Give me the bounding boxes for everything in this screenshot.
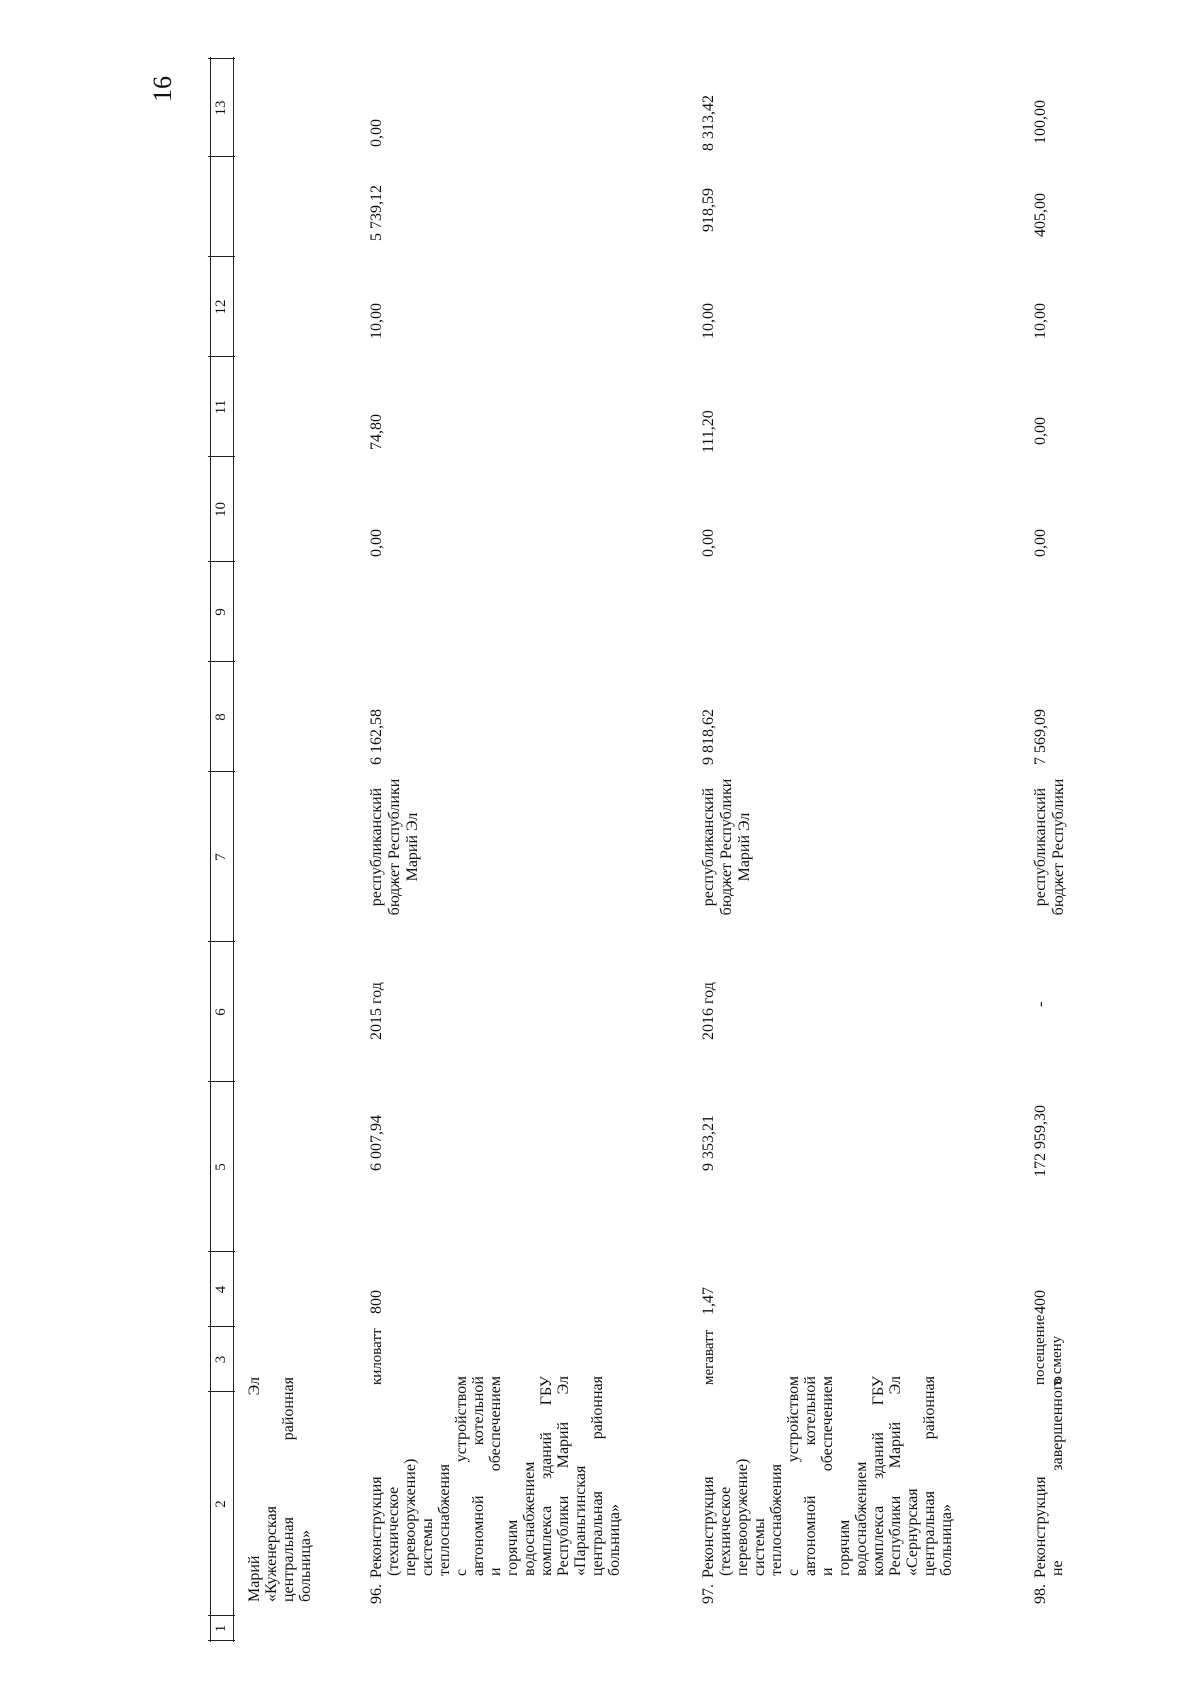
text-line: бюджет Республики (386, 778, 403, 916)
col11-cell: 10,00 (700, 303, 717, 339)
total-cell: 9 818,62 (700, 709, 717, 765)
col12-cell: 918,59 (700, 188, 717, 232)
text-line: горячим (504, 1519, 521, 1576)
period-cell: 2016 год (700, 982, 717, 1040)
col13-cell: 100,00 (1032, 100, 1049, 144)
text-line: и обеспечением (819, 1376, 836, 1576)
column-number: 12 (213, 299, 229, 315)
total-cell: 6 162,58 (368, 709, 385, 765)
text-line: бюджет Республики (718, 778, 735, 916)
col11-cell: 10,00 (1032, 303, 1049, 339)
column-number: 7 (213, 853, 229, 861)
cost-cell: 172 959,30 (1032, 1105, 1049, 1177)
text-line: Республики Марий Эл (555, 1376, 572, 1576)
text-line: Реконструкция (368, 1476, 385, 1578)
source-cell (1032, 772, 1068, 922)
text-line: водоснабжением (521, 1461, 538, 1576)
column-number: 3 (213, 1355, 229, 1364)
period-cell: 2015 год (368, 982, 385, 1040)
row-name (700, 1349, 955, 1604)
text-line: республиканский (368, 787, 385, 907)
header-top-line (210, 57, 211, 1642)
text-line: Марий Эл (404, 812, 421, 882)
column-number: 9 (213, 608, 229, 616)
col12-cell: 405,00 (1032, 193, 1049, 237)
col11-cell: 10,00 (368, 303, 385, 339)
cost-cell: 9 353,21 (700, 1115, 717, 1171)
text-line: бюджет Республики (1050, 778, 1067, 916)
column-number: 11 (213, 399, 229, 415)
capacity-cell: 800 (368, 1290, 385, 1314)
text-line: с устройством (785, 1376, 802, 1576)
text-line: системы (751, 1518, 768, 1576)
unit-cell (1032, 1315, 1066, 1385)
column-number: 4 (213, 1285, 229, 1294)
col10-cell: 111,20 (700, 410, 717, 453)
text-line: теплоснабжения (436, 1464, 453, 1576)
period-cell: - (1032, 1001, 1049, 1007)
capacity-cell: 400 (1032, 1290, 1049, 1314)
column-number: 2 (213, 1500, 229, 1508)
col9-cell: 0,00 (700, 529, 717, 557)
col12-cell: 5 739,12 (368, 185, 385, 241)
column-number: 1 (213, 1624, 229, 1633)
text-line: Марий Эл (736, 812, 753, 882)
header-bottom-line (233, 57, 234, 1642)
source-cell (700, 772, 754, 922)
text-line: не завершенного (1049, 1376, 1066, 1576)
text-line: в смену (1049, 1335, 1065, 1385)
text-line: посещение (1032, 1314, 1048, 1385)
text-line: (техническое (385, 1486, 402, 1576)
row-name (1032, 1349, 1066, 1604)
text-line: центральная районная (921, 1376, 938, 1576)
column-number: 5 (213, 1163, 229, 1171)
text-line: и обеспечением (487, 1376, 504, 1576)
col10-cell: 0,00 (1032, 417, 1049, 445)
column-number: 6 (213, 1008, 229, 1016)
text-line: республиканский (1032, 787, 1049, 907)
text-line: Реконструкция (700, 1476, 717, 1578)
row-name (368, 1349, 623, 1604)
col13-cell: 0,00 (368, 119, 385, 147)
text-line: Республики Марий Эл (887, 1376, 904, 1576)
text-line: перевооружение) (734, 1458, 751, 1576)
col10-cell: 74,80 (368, 414, 385, 450)
text-line: водоснабжением (853, 1461, 870, 1576)
text-line: комплекса зданий ГБУ (538, 1376, 555, 1576)
text-line: с устройством (453, 1376, 470, 1576)
text-line: системы (419, 1518, 436, 1576)
column-number: 10 (213, 502, 229, 517)
text-line: Реконструкция (1032, 1476, 1049, 1578)
col9-cell: 0,00 (1032, 529, 1049, 557)
text-line: «Сернурская (904, 1488, 921, 1576)
row-number: 96. (368, 1584, 385, 1604)
capacity-cell: 1,47 (700, 1287, 717, 1315)
row-number: 97. (700, 1584, 717, 1604)
total-cell: 7 569,09 (1032, 709, 1049, 765)
column-number: 8 (213, 713, 229, 721)
text-line: перевооружение) (402, 1458, 419, 1576)
text-line: «Параньгинская (572, 1465, 589, 1576)
col13-cell: 8 313,42 (700, 95, 717, 151)
page-number: 16 (148, 76, 177, 102)
text-line: автономной котельной (802, 1376, 819, 1576)
source-cell (368, 772, 422, 922)
unit-cell: мегаватт (701, 1329, 717, 1385)
text-line: больница» (297, 1530, 314, 1602)
text-line: автономной котельной (470, 1376, 487, 1576)
text-line: «Куженерская (263, 1506, 280, 1602)
text-line: (техническое (717, 1486, 734, 1576)
text-line: комплекса зданий ГБУ (870, 1376, 887, 1576)
text-line: горячим (836, 1519, 853, 1576)
column-number: 13 (213, 100, 229, 116)
text-line: республиканский (700, 787, 717, 907)
col9-cell: 0,00 (368, 529, 385, 557)
row-number: 98. (1032, 1584, 1049, 1604)
text-line: центральная районная (589, 1376, 606, 1576)
text-line: центральная районная (280, 1377, 297, 1602)
continuation-text (246, 1377, 314, 1602)
text-line: Марий Эл (246, 1377, 263, 1602)
text-line: теплоснабжения (768, 1464, 785, 1576)
text-line: больница» (606, 1504, 623, 1576)
cost-cell: 6 007,94 (368, 1115, 385, 1171)
text-line: больница» (938, 1504, 955, 1576)
unit-cell: киловатт (369, 1328, 385, 1385)
